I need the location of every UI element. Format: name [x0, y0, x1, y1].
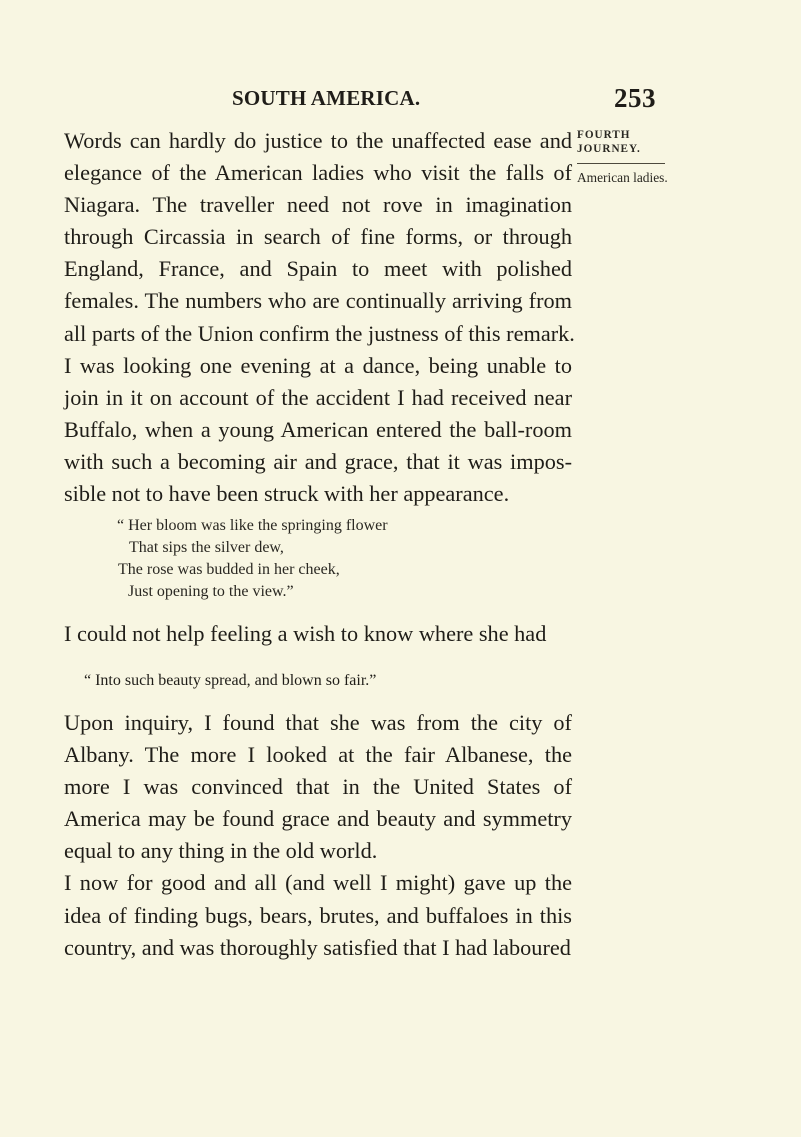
text-line: America may be found grace and beauty and symmetry: [64, 806, 572, 832]
margin-topic-label: American ladies.: [577, 170, 668, 185]
verse-line: That sips the silver dew,: [129, 539, 284, 556]
text-line: country, and was thoroughly satisfied that I had laboured: [64, 934, 571, 960]
text-line: females. The numbers who are continually arriving from: [64, 288, 572, 314]
text-line: England, France, and Spain to meet with polished: [64, 256, 572, 282]
running-head: [232, 83, 656, 116]
quote-line: “ Into such beauty spread, and blown so fair.”: [84, 672, 377, 689]
text-line: Albany. The more I looked at the fair Albanese, the: [64, 742, 572, 768]
text-line: join in it on account of the accident I had received near: [64, 384, 572, 410]
text-line: Buffalo, when a young American entered the ball-room: [64, 416, 572, 442]
main-text-bottom: [64, 707, 572, 964]
verse-line: Just opening to the view.”: [128, 583, 294, 600]
verse-block: [117, 515, 517, 603]
main-text-top: [64, 125, 575, 510]
margin-rule: [577, 163, 665, 164]
text-line: I was looking one evening at a dance, being unable to: [64, 352, 572, 378]
margin-journey-label: FOURTH JOURNEY.: [577, 129, 641, 155]
margin-note: [577, 128, 671, 186]
verse-line: “ Her bloom was like the springing flower: [117, 517, 388, 534]
running-title: SOUTH AMERICA.: [232, 86, 421, 110]
text-line: Words can hardly do justice to the unaffected ease and: [64, 128, 572, 153]
verse-line: The rose was budded in her cheek,: [118, 561, 340, 578]
text-line: equal to any thing in the old world.: [64, 838, 378, 864]
text-line: all parts of the Union confirm the justness of this remark.: [64, 320, 575, 346]
text-line: I could not help feeling a wish to know where she had: [64, 621, 547, 646]
text-line: elegance of the American ladies who visit the falls of: [64, 160, 572, 186]
text-line: sible not to have been struck with her appearance.: [64, 481, 510, 507]
text-line: with such a becoming air and grace, that it was impos-: [64, 448, 572, 474]
text-line: Upon inquiry, I found that she was from the city of: [64, 710, 572, 735]
text-line: more I was convinced that in the United States of: [64, 774, 572, 800]
text-line: through Circassia in search of fine forms, or through: [64, 224, 572, 250]
text-line: I now for good and all (and well I might) gave up the: [64, 870, 572, 896]
text-line: idea of finding bugs, bears, brutes, and buffaloes in this: [64, 902, 572, 928]
text-line: Niagara. The traveller need not rove in imagination: [64, 192, 572, 218]
page-number: 253: [614, 83, 656, 113]
